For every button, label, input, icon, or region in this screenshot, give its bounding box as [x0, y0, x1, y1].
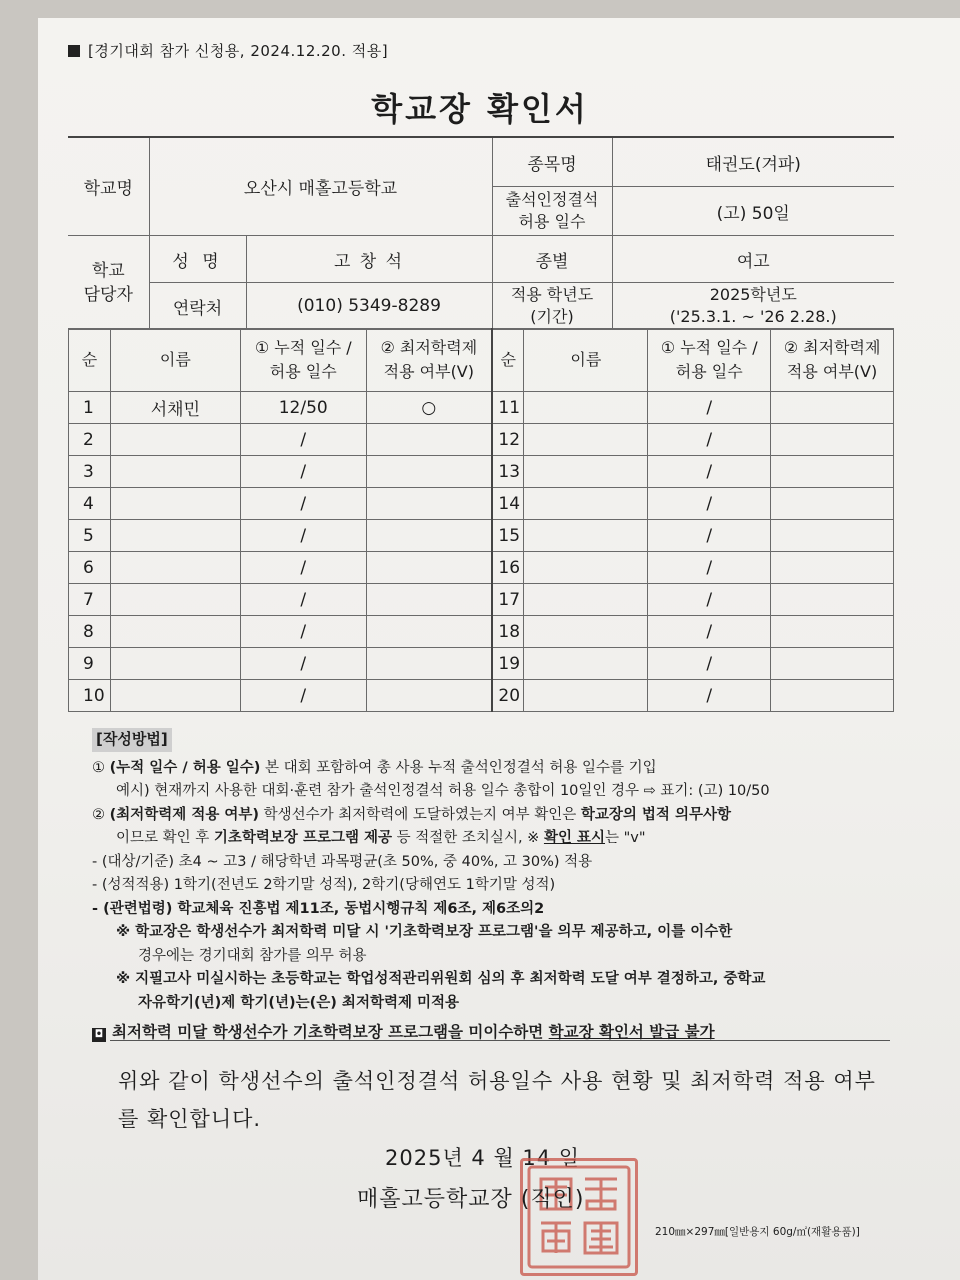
student-name — [110, 648, 240, 680]
cumulative-days: / — [240, 552, 366, 584]
row-number: 12 — [492, 424, 524, 456]
student-name — [110, 424, 240, 456]
min-academic-check — [771, 424, 894, 456]
confirmation-statement: 위와 같이 학생선수의 출석인정결석 허용일수 사용 현황 및 최저학력 적용 여부를 확인합니다. — [118, 1069, 876, 1131]
cumulative-days: / — [648, 648, 771, 680]
contact-value: (010) 5349-8289 — [246, 283, 492, 330]
min-academic-check — [771, 520, 894, 552]
instruction-2-num: ② — [92, 806, 105, 823]
instruction-2-text: 학생선수가 최저학력에 도달하였는지 여부 확인은 — [259, 806, 581, 823]
header-note — [68, 40, 388, 61]
cumulative-days: / — [240, 680, 366, 712]
row-number: 7 — [69, 584, 111, 616]
seal-glyph-graphic — [523, 1161, 635, 1273]
student-name — [110, 488, 240, 520]
student-name — [524, 648, 648, 680]
min-academic-check — [366, 584, 492, 616]
allowed-days-label — [492, 187, 612, 236]
student-name — [524, 552, 648, 584]
cumulative-days: / — [648, 456, 771, 488]
row-number: 4 — [69, 488, 111, 520]
student-table — [68, 328, 894, 712]
row-number: 2 — [69, 424, 111, 456]
row-number: 13 — [492, 456, 524, 488]
instruction-warning-underlined: 학교장 확인서 발급 불가 — [548, 1023, 715, 1041]
min-academic-check — [366, 456, 492, 488]
min-academic-check — [771, 680, 894, 712]
min-academic-check — [771, 392, 894, 424]
student-name — [524, 488, 648, 520]
min-academic-check — [366, 616, 492, 648]
instruction-2-cont — [92, 827, 892, 851]
col-header-days-2 — [648, 329, 771, 392]
divider-line — [110, 1040, 890, 1041]
school-year-value-l2: ('25.3.1. ~ '26 2.28.) — [669, 307, 837, 326]
min-academic-check — [366, 424, 492, 456]
instruction-2-cont-b: 기초학력보장 프로그램 제공 — [213, 830, 393, 846]
instruction-1-num: ① — [92, 759, 105, 776]
row-number: 15 — [492, 520, 524, 552]
col-header-min-2-l2: 적용 여부(V) — [786, 362, 878, 381]
row-number: 16 — [492, 552, 524, 584]
cumulative-days: / — [240, 456, 366, 488]
square-bullet-icon — [68, 45, 80, 57]
row-number: 20 — [492, 680, 524, 712]
table-row — [69, 584, 894, 616]
student-name — [524, 616, 648, 648]
cumulative-days: / — [648, 616, 771, 648]
table-header-row — [69, 329, 894, 392]
sport-label: 종목명 — [492, 137, 612, 187]
instruction-warning-text: 최저학력 미달 학생선수가 기초학력보장 프로그램을 미이수하면 — [112, 1023, 549, 1041]
school-year-label-l2: (기간) — [530, 307, 574, 326]
cumulative-days: / — [648, 488, 771, 520]
col-header-min — [366, 329, 492, 392]
table-row — [69, 488, 894, 520]
cumulative-days: / — [240, 488, 366, 520]
cumulative-days: / — [240, 424, 366, 456]
student-name — [110, 552, 240, 584]
category-label: 종별 — [492, 236, 612, 283]
row-number: 19 — [492, 648, 524, 680]
cumulative-days: / — [648, 424, 771, 456]
school-year-label-l1: 적용 학년도 — [510, 285, 594, 304]
instruction-1 — [92, 757, 892, 781]
instruction-2-cont-d: 확인 표시 — [543, 830, 606, 846]
instruction-note-2: ※ 지필고사 미실시하는 초등학교는 학업성적관리위원회 심의 후 최저학력 도달 여부 결정하고, 중학교 — [116, 971, 766, 987]
row-number: 18 — [492, 616, 524, 648]
col-header-days-l2: 허용 일수 — [269, 362, 337, 381]
student-name — [110, 456, 240, 488]
student-name — [524, 584, 648, 616]
col-header-min-l2: 적용 여부(V) — [383, 362, 474, 381]
min-academic-check — [366, 488, 492, 520]
school-name-label: 학교명 — [68, 137, 149, 236]
col-header-days-l1: ① 누적 일수 / — [254, 338, 352, 357]
instruction-1-example: 예시) 현재까지 사용한 대회·훈련 참가 출석인정결석 허용 일수 총합이 10일인 경우 ⇨ 표기: (고) 10/50 — [116, 783, 770, 799]
row-number: 14 — [492, 488, 524, 520]
instruction-law: - (관련법령) 학교체육 진흥법 제11조, 동법시행규칙 제6조, 제6조의2 — [92, 900, 545, 917]
manager-label — [68, 236, 149, 330]
min-academic-check: ○ — [366, 392, 492, 424]
min-academic-check — [771, 456, 894, 488]
warning-box-icon: ◘ — [92, 1028, 106, 1042]
instruction-1-text: 본 대회 포함하여 총 사용 누적 출석인정결석 허용 일수를 기입 — [260, 759, 657, 776]
table-row — [69, 552, 894, 584]
instruction-2 — [92, 804, 892, 828]
col-header-name: 이름 — [110, 329, 240, 392]
manager-label-l2: 담당자 — [83, 284, 133, 305]
instruction-2-bold: (최저학력제 적용 여부) — [109, 806, 260, 823]
row-number: 1 — [69, 392, 111, 424]
table-row — [69, 520, 894, 552]
row-number: 10 — [69, 680, 111, 712]
instruction-note-1: ※ 학교장은 학생선수가 최저학력 미달 시 '기초학력보장 프로그램'을 의무 제공하고, 이를 이수한 — [116, 924, 733, 940]
header-note-text: [경기대회 참가 신청용, 2024.12.20. 적용] — [88, 42, 389, 60]
school-year-value — [612, 283, 894, 330]
issue-date: 2025년 4 월 14 일 — [385, 1146, 581, 1170]
row-number: 8 — [69, 616, 111, 648]
cumulative-days: / — [648, 680, 771, 712]
cumulative-days: / — [240, 520, 366, 552]
student-name — [524, 392, 648, 424]
row-number: 17 — [492, 584, 524, 616]
student-name — [524, 456, 648, 488]
table-row — [69, 424, 894, 456]
cumulative-days: / — [240, 616, 366, 648]
instruction-2-cont-c: 등 적절한 조치실시, ※ — [392, 830, 544, 846]
row-number: 3 — [69, 456, 111, 488]
row-number: 9 — [69, 648, 111, 680]
instruction-note-2-cont: 자유학기(년)제 학기(년)는(은) 최저학력제 미적용 — [138, 994, 460, 1011]
col-header-days — [240, 329, 366, 392]
instruction-1-bold: (누적 일수 / 허용 일수) — [109, 759, 261, 776]
instruction-grade: - (성적적용) 1학기(전년도 2학기말 성적), 2학기(당해연도 1학기말 성적) — [92, 877, 556, 893]
cumulative-days: / — [240, 584, 366, 616]
sport-value: 태권도(겨파) — [612, 137, 894, 187]
table-row — [69, 392, 894, 424]
min-academic-check — [771, 648, 894, 680]
col-header-no: 순 — [69, 329, 111, 392]
student-name — [110, 616, 240, 648]
col-header-min-l1: ② 최저학력제 — [380, 338, 478, 357]
min-academic-check — [771, 552, 894, 584]
min-academic-check — [771, 488, 894, 520]
col-header-days-2-l2: 허용 일수 — [675, 362, 743, 381]
row-number: 6 — [69, 552, 111, 584]
col-header-name-2: 이름 — [524, 329, 648, 392]
paper-spec: 210㎜×297㎜[일반용지 60g/㎡(재활용품)] — [655, 1226, 860, 1238]
student-name — [524, 680, 648, 712]
min-academic-check — [366, 680, 492, 712]
instruction-2-bold2: 학교장의 법적 의무사항 — [580, 806, 732, 823]
min-academic-check — [366, 552, 492, 584]
table-row — [69, 456, 894, 488]
student-name — [524, 520, 648, 552]
cumulative-days: / — [648, 520, 771, 552]
min-academic-check — [366, 520, 492, 552]
allowed-days-label-l1: 출석인정결석 — [505, 190, 599, 209]
student-name — [110, 680, 240, 712]
min-academic-check — [366, 648, 492, 680]
table-row — [69, 616, 894, 648]
table-row — [69, 648, 894, 680]
category-value: 여고 — [612, 236, 894, 283]
instruction-target: - (대상/기준) 초4 ~ 고3 / 해당학년 과목평균(초 50%, 중 40%, 고 30%) 적용 — [92, 853, 593, 870]
school-info-table — [68, 136, 894, 330]
col-header-min-2-l1: ② 최저학력제 — [783, 338, 881, 357]
col-header-min-2 — [771, 329, 894, 392]
row-number: 5 — [69, 520, 111, 552]
signature-line: 매홀고등학교장 (직인) — [357, 1187, 585, 1212]
col-header-days-2-l1: ① 누적 일수 / — [660, 338, 758, 357]
instruction-2-cont-a: 이므로 확인 후 — [116, 830, 214, 846]
manager-name-value: 고 창 석 — [246, 236, 492, 283]
student-name — [110, 520, 240, 552]
cumulative-days: / — [648, 392, 771, 424]
allowed-days-value: (고) 50일 — [612, 187, 894, 236]
student-name — [524, 424, 648, 456]
student-name — [110, 584, 240, 616]
cumulative-days: / — [240, 648, 366, 680]
allowed-days-label-l2: 허용 일수 — [518, 212, 586, 231]
manager-label-l1: 학교 — [91, 260, 125, 281]
cumulative-days: / — [648, 552, 771, 584]
instruction-note-1-cont: 경우에는 경기대회 참가를 의무 허용 — [138, 947, 367, 964]
school-name-value: 오산시 매홀고등학교 — [149, 137, 492, 236]
instructions-block — [92, 728, 892, 1045]
instruction-2-cont-e: 는 "v" — [605, 830, 646, 846]
cumulative-days: 12/50 — [240, 392, 366, 424]
school-year-value-l1: 2025학년도 — [709, 285, 797, 304]
official-seal-stamp — [520, 1158, 638, 1276]
row-number: 11 — [492, 392, 524, 424]
cumulative-days: / — [648, 584, 771, 616]
document-title: 학교장 확인서 — [371, 90, 589, 128]
instructions-heading: [작성방법] — [92, 728, 172, 752]
manager-name-label: 성 명 — [149, 236, 246, 283]
min-academic-check — [771, 616, 894, 648]
col-header-no-2: 순 — [492, 329, 524, 392]
student-name: 서채민 — [110, 392, 240, 424]
table-row — [69, 680, 894, 712]
contact-label: 연락처 — [149, 283, 246, 330]
min-academic-check — [771, 584, 894, 616]
school-year-label — [492, 283, 612, 330]
